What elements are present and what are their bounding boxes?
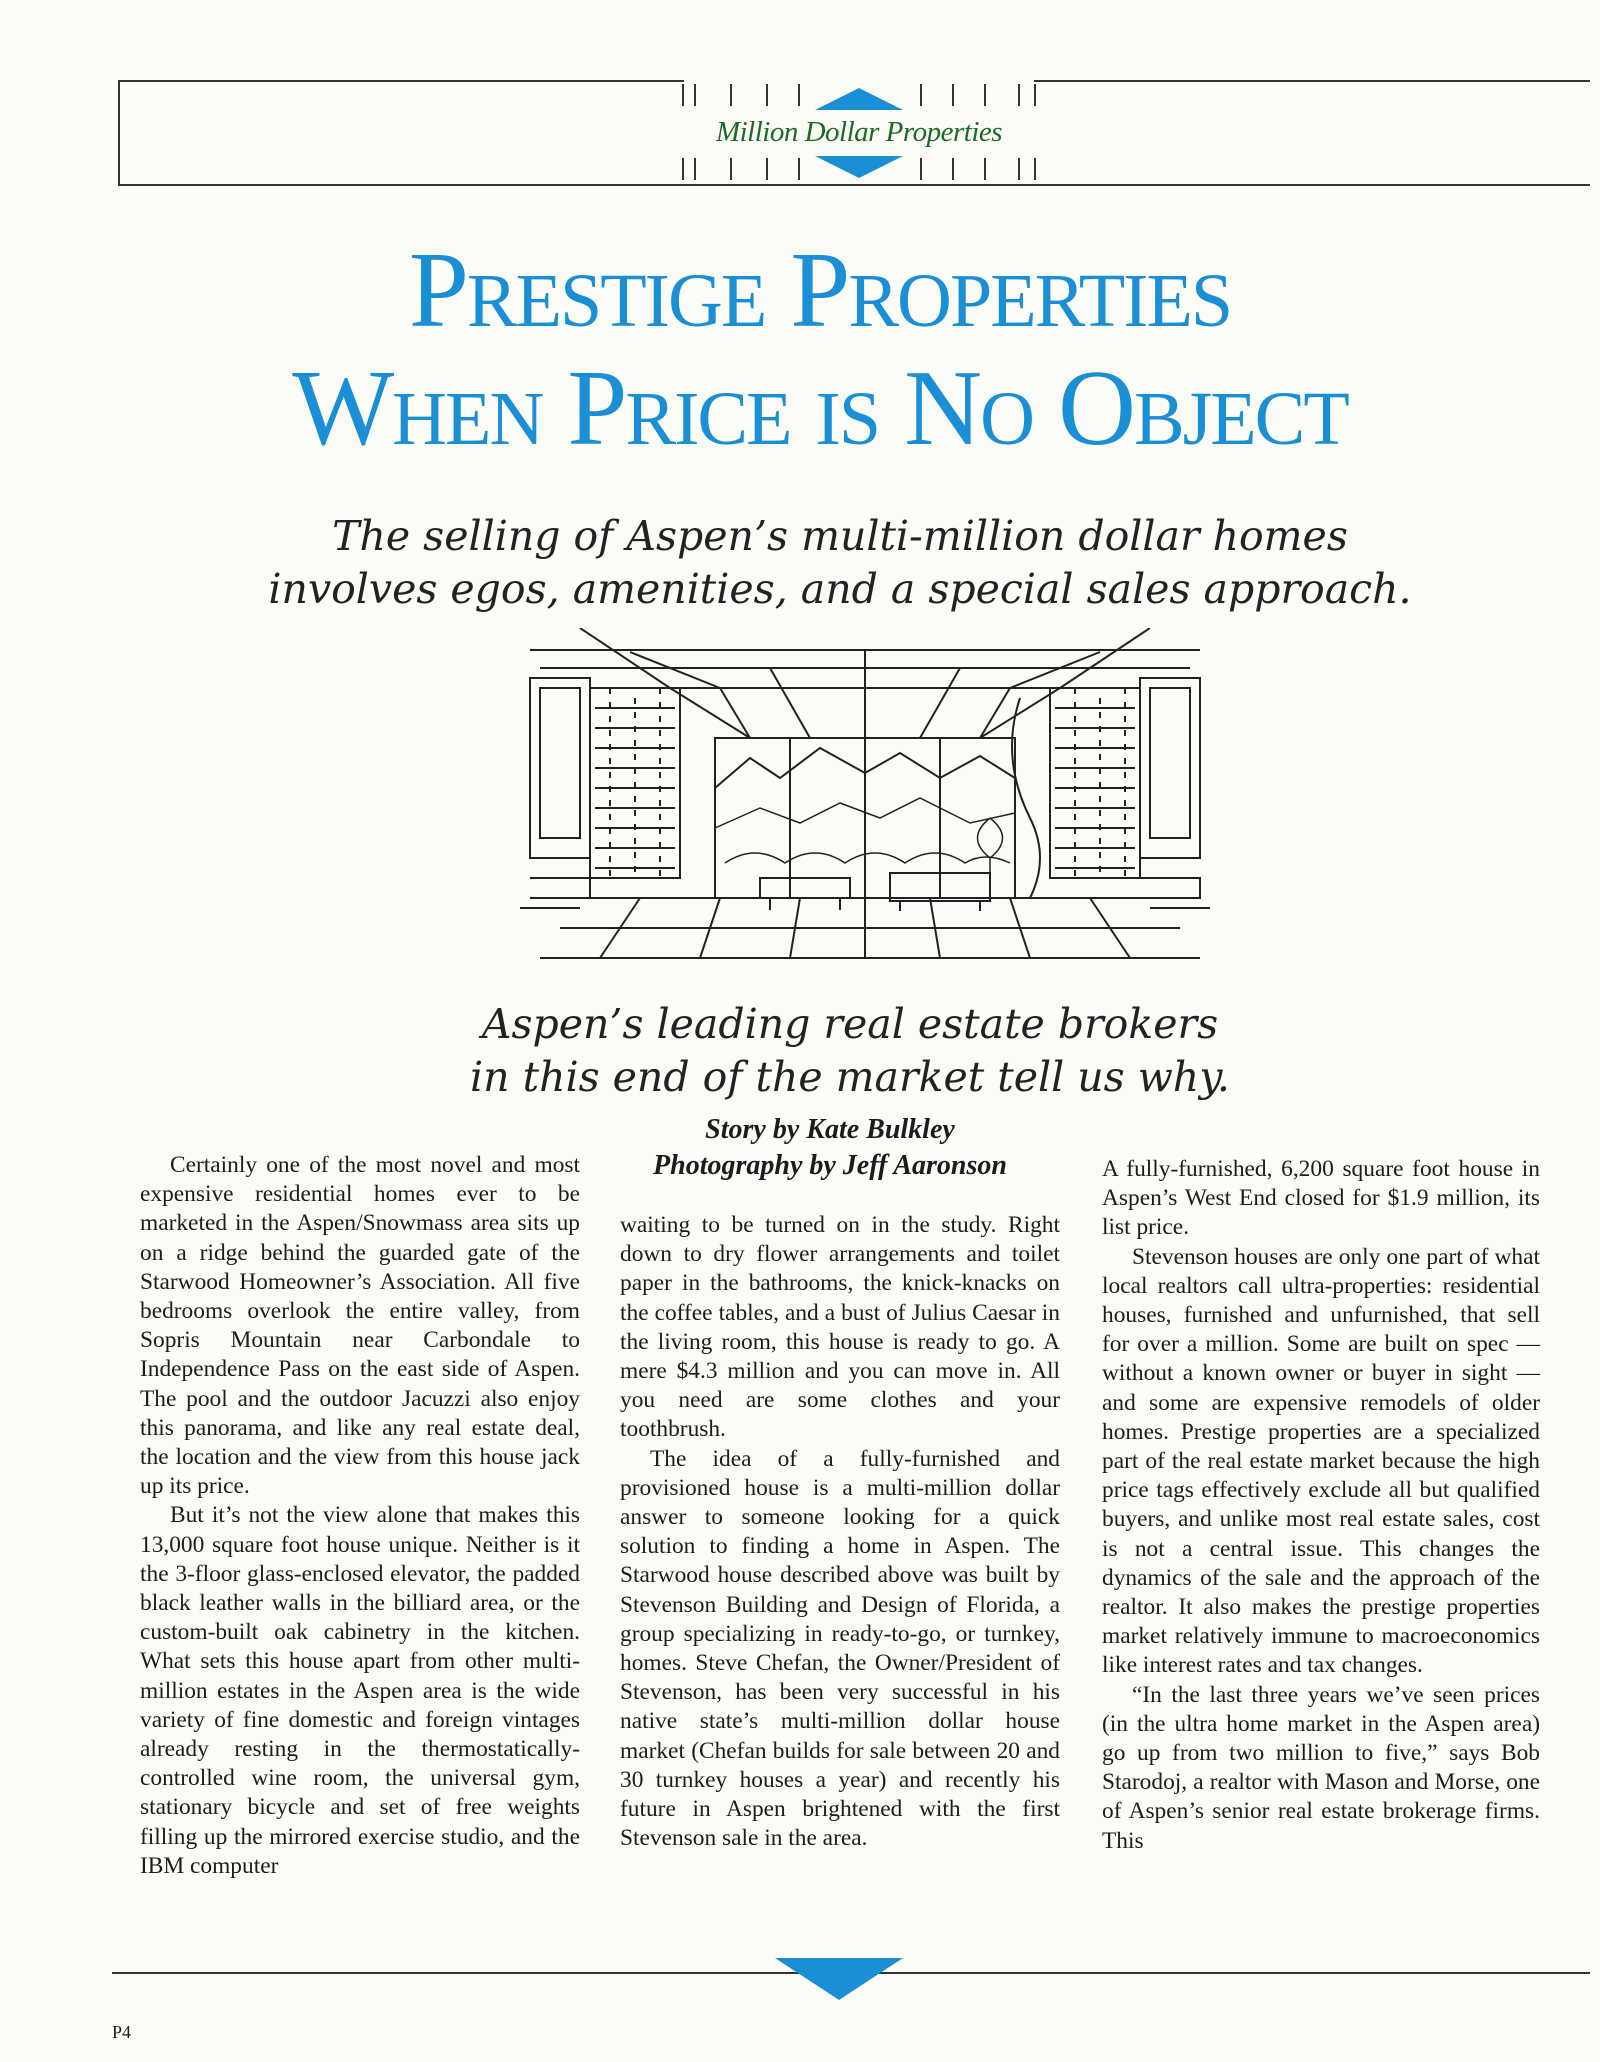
paragraph: A fully-furnished, 6,200 square foot house in Aspen’s West End closed for $1.9 million, its list price. [1102, 1156, 1540, 1241]
subtitle-line-1: The selling of Aspen’s multi-million dollar homes [332, 512, 1348, 560]
diamond-up-icon [815, 88, 903, 110]
top-rule-right [1034, 80, 1590, 82]
subtitle-line-2: involves egos, amenities, and a special sales approach. [268, 565, 1412, 613]
tagline-line-1: Aspen’s leading real estate brokers [481, 1000, 1219, 1048]
byline-photo: Photography by Jeff Aaronson [653, 1150, 1007, 1181]
tagline-line-2: in this end of the market tell us why. [470, 1053, 1230, 1101]
paragraph: waiting to be turned on in the study. Right down to dry flower arrangements and toilet paper in the bathrooms, the knick-knacks on the coffee tables, and a bust of Julius Caesar in the living room, this house is ready to go. A mere $4.3 million and you can move in. All you need are some clothes and your toothbrush. [620, 1212, 1060, 1443]
byline-story: Story by Kate Bulkley [705, 1114, 955, 1145]
page-number: P4 [112, 2022, 132, 2042]
diamond-down-icon [815, 156, 903, 178]
paragraph: Certainly one of the most novel and most expensive residential homes ever to be marketed in the Aspen/Snowmass area sits up on a ridge behind the guarded gate of the Starwood Homeowner’s Association. All five bedrooms overlook the entire valley, from Sopris Mountain near Carbondale to Independence Pass on the east side of Aspen. The pool and the outdoor Jacuzzi also enjoy this panorama, and like any real estate deal, the location and the view from this house jack up its price. [140, 1152, 580, 1500]
article-column-3 [1102, 1155, 1540, 1856]
headline-line-2: When Price is No Object [292, 349, 1348, 468]
subtitle [200, 510, 1480, 616]
interior-sketch-icon [520, 628, 1210, 966]
page-title [180, 232, 1460, 468]
continue-arrow-icon [775, 1958, 903, 2000]
byline [595, 1112, 1065, 1184]
paragraph: “In the last three years we’ve seen prices (in the ultra home market in the Aspen area) go up from two million to five,” says Bob Starodoj, a realtor with Mason and Morse, one of Aspen’s senior real estate brokerage firms. This [1102, 1681, 1540, 1854]
masthead [682, 84, 1036, 180]
top-rule-left [118, 80, 684, 82]
article-column-2 [620, 1211, 1060, 1853]
header-rule-left-vertical [118, 80, 120, 186]
paragraph: Stevenson houses are only one part of what local realtors call ultra-properties: residential houses, furnished and unfurnished, that sell for over a million. Some are built on spec — without a known owner or buyer in sight — and some are expensive remodels of older homes. Prestige properties are a specialized part of the real estate market because the high price tags effectively exclude all but qualified buyers, and unlike most real estate sales, cost is not a central issue. This changes the dynamics of the sale and the approach of the realtor. It also makes the prestige properties market relatively immune to macroeconomics like interest rates and tax changes. [1102, 1243, 1540, 1679]
paragraph: The idea of a fully-furnished and provisioned house is a multi-million dollar answer to someone looking for a quick solution to finding a home in Aspen. The Starwood house described above was built by Stevenson Building and Design of Florida, a group specializing in ready-to-go, or turnkey, homes. Steve Chefan, the Owner/President of Stevenson, has been very successful in his native state’s multi-million dollar house market (Chefan builds for sale between 20 and 30 turnkey houses a year) and recently his future in Aspen brightened with the first Stevenson sale in the area. [620, 1445, 1060, 1852]
paragraph: But it’s not the view alone that makes this 13,000 square foot house unique. Neither is it the 3-floor glass-enclosed elevator, the padded black leather walls in the billiard area, or the custom-built oak cabinetry in the kitchen. What sets this house apart from other multi-million estates in the Aspen area is the wide variety of fine domestic and foreign vintages already resting in the thermostatically-controlled wine room, the universal gym, stationary bicycle and set of free weights filling up the mirrored exercise studio, and the IBM computer [140, 1502, 580, 1879]
header-rule [118, 184, 1590, 186]
headline-line-1: Prestige Properties [408, 231, 1232, 350]
masthead-label: Million Dollar Properties [715, 116, 1003, 148]
tagline [300, 998, 1400, 1104]
article-column-1 [140, 1151, 580, 1881]
